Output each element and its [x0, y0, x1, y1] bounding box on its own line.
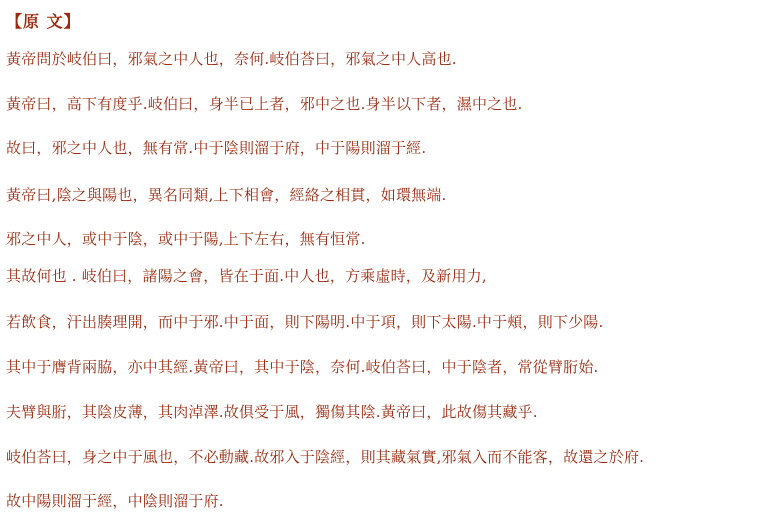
text-line: 若飲食，汗出腠理開，而中于邪.中于面，則下陽明.中于項，則下太陽.中于頰，則下少陽.: [6, 313, 604, 331]
text-line: 黃帝問於岐伯曰，邪氣之中人也，奈何.岐伯荅曰，邪氣之中人高也.: [6, 50, 457, 68]
text-line: 黃帝曰，高下有度乎.岐伯曰，身半已上者，邪中之也.身半以下者，濕中之也.: [6, 95, 523, 113]
section-heading: 【原 文】: [6, 12, 81, 31]
text-line: 其中于膺背兩脇，亦中其經.黃帝曰，其中于陰，奈何.岐伯荅曰，中于陰者，常從臂胻始.: [6, 358, 599, 376]
text-line: 故中陽則溜于經，中陰則溜于府.: [6, 492, 224, 510]
text-line: 岐伯荅曰，身之中于風也，不必動藏.故邪入于陰經，則其藏氣實,邪氣入而不能客，故還之於府.: [6, 448, 645, 466]
text-line: 黃帝曰,陰之與陽也，異名同類,上下相會，經絡之相貫，如環無端.: [6, 186, 447, 204]
text-line: 夫臂與胻，其陰皮薄，其肉淖澤.故俱受于風，獨傷其陰.黃帝曰，此故傷其藏乎.: [6, 403, 538, 421]
text-line: 其故何也 . 岐伯曰，諸陽之會，皆在于面.中人也，方乘虛時，及新用力,: [6, 267, 487, 285]
text-line: 故曰，邪之中人也，無有常.中于陰則溜于府，中于陽則溜于經.: [6, 139, 427, 157]
text-line: 邪之中人，或中于陰，或中于陽,上下左右，無有恒常.: [6, 230, 366, 248]
